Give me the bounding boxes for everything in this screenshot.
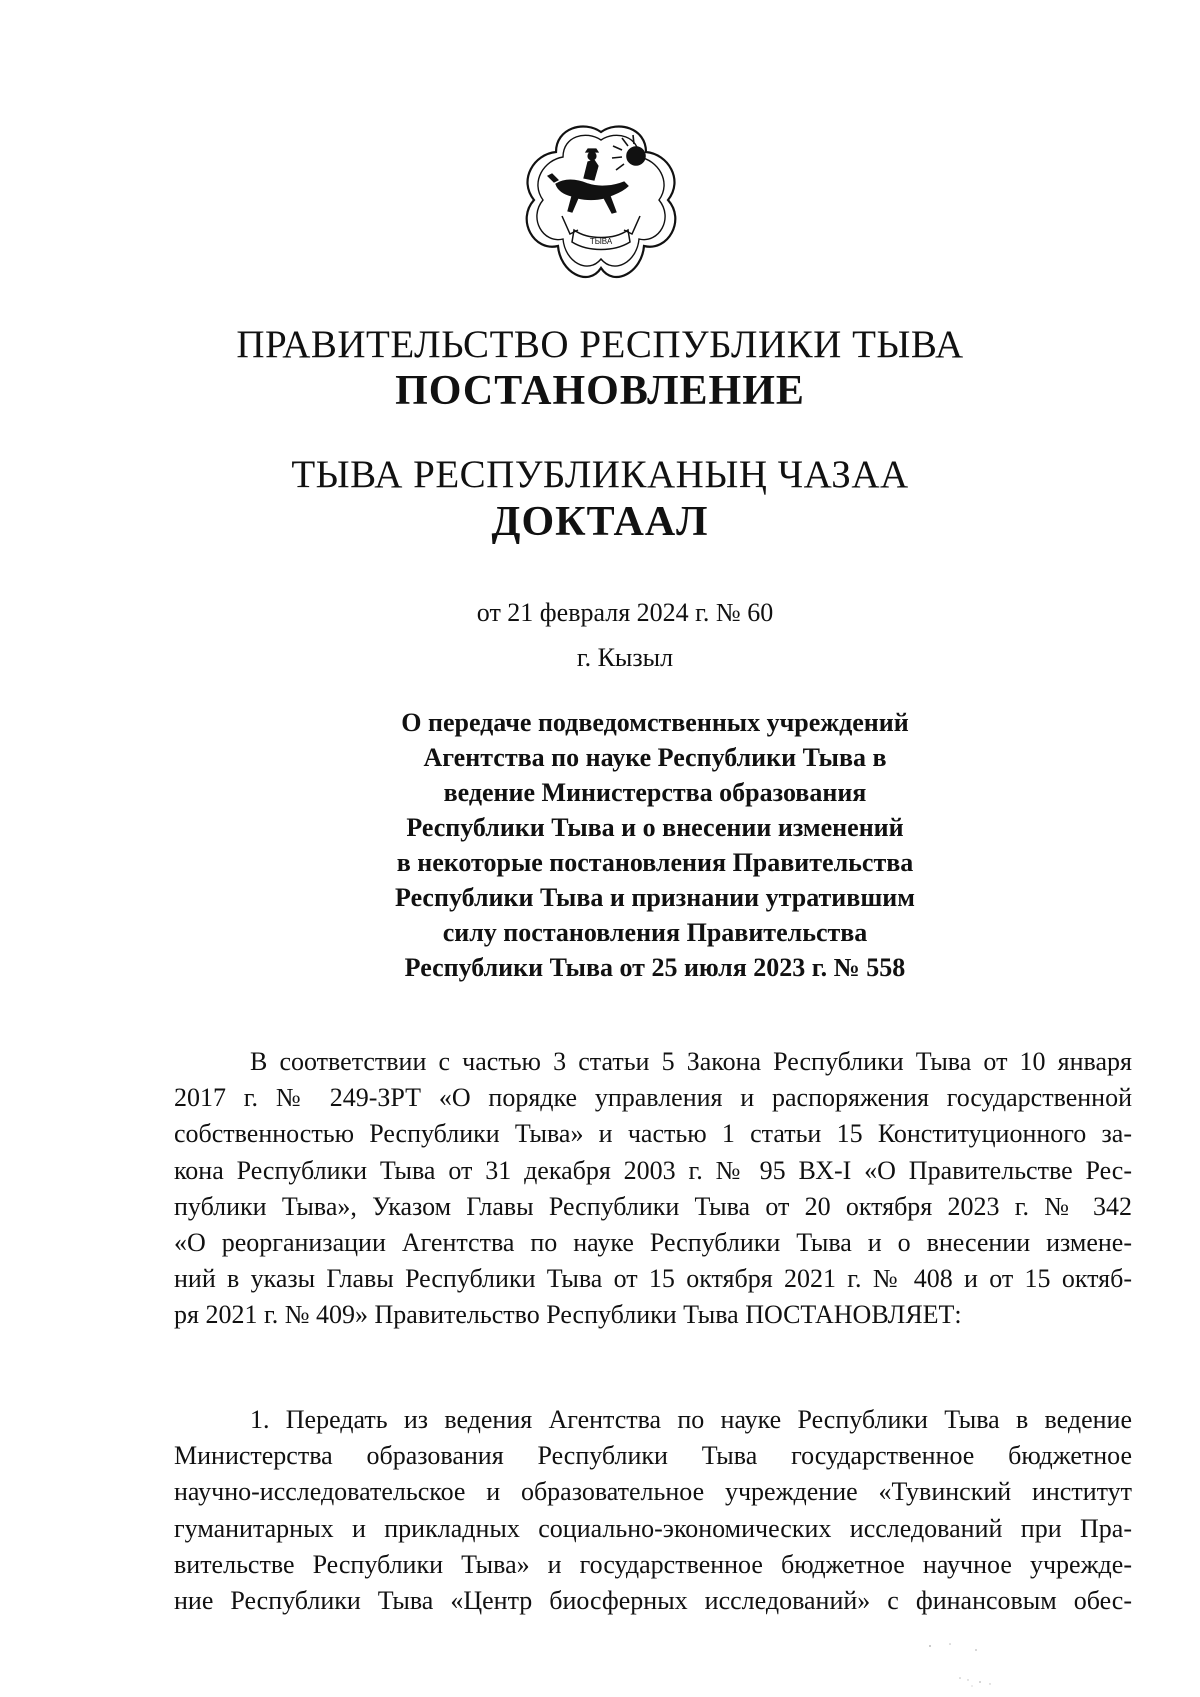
decree-title [340, 705, 970, 985]
scan-noise [920, 1640, 1040, 1690]
decree-label-tv: ДОКТААЛ [491, 499, 709, 545]
decree-date-number: от 21 февраля 2024 г. № 60 [476, 598, 774, 627]
text-line: гуманитарных и прикладных социально-экономических исследований при Пра- [174, 1513, 1132, 1543]
text-line: вительстве Республики Тыва» и государственное бюджетное научное учрежде- [174, 1549, 1132, 1579]
emblem-text: ТЫВА [589, 237, 613, 246]
title-line: Республики Тыва и признании утратившим [395, 883, 915, 912]
text-line: В соответствии с частью 3 статьи 5 Закона Республики Тыва от 10 января [250, 1047, 1132, 1076]
title-line: Республики Тыва от 25 июля 2023 г. № 558 [404, 953, 906, 982]
government-name-tv: ТЫВА РЕСПУБЛИКАНЫҢ ЧАЗАА [291, 453, 909, 496]
text-line: «О реорганизации Агентства по науке Республики Тыва и о внесении измене- [174, 1228, 1132, 1258]
title-line: силу постановления Правительства [442, 918, 868, 947]
title-line: в некоторые постановления Правительства [396, 848, 914, 877]
text-line: 1. Передать из ведения Агентства по науке Республики Тыва в ведение [250, 1405, 1132, 1434]
title-line: О передаче подведомственных учреждений [401, 708, 909, 737]
decree-city: г. Кызыл [576, 643, 674, 672]
text-line: собственностью Республики Тыва» и частью 1 статьи 15 Конституционного за- [174, 1119, 1132, 1149]
title-line: Агентства по науке Республики Тыва в [423, 743, 887, 772]
text-line: ние Республики Тыва «Центр биосферных исследований» с финансовым обес- [174, 1586, 1132, 1616]
text-line: Министерства образования Республики Тыва государственное бюджетное [174, 1441, 1132, 1471]
text-line: публики Тыва», Указом Главы Республики Тыва от 20 октября 2023 г. № 342 [174, 1191, 1132, 1221]
text-line: ря 2021 г. № 409» Правительство Республики Тыва ПОСТАНОВЛЯЕТ: [174, 1300, 962, 1330]
text-line: научно-исследовательское и образовательное учреждение «Тувинский институт [174, 1477, 1132, 1507]
decree-label-ru: ПОСТАНОВЛЕНИЕ [395, 368, 805, 414]
title-line: ведение Министерства образования [443, 778, 867, 807]
preamble-paragraph [174, 1044, 1132, 1334]
text-line: 2017 г. № 249-ЗРТ «О порядке управления и распоряжения государственной [174, 1083, 1132, 1113]
title-line: Республики Тыва и о внесении изменений [406, 813, 904, 842]
text-line: кона Республики Тыва от 31 декабря 2003 г. № 95 ВХ-I «О Правительстве Рес- [174, 1155, 1132, 1185]
clause-1-paragraph [174, 1402, 1132, 1619]
text-line: ний в указы Главы Республики Тыва от 15 октября 2021 г. № 408 и от 15 октяб- [174, 1264, 1132, 1294]
government-name-ru: ПРАВИТЕЛЬСТВО РЕСПУБЛИКИ ТЫВА [236, 323, 964, 366]
coat-of-arms-emblem [518, 122, 684, 288]
